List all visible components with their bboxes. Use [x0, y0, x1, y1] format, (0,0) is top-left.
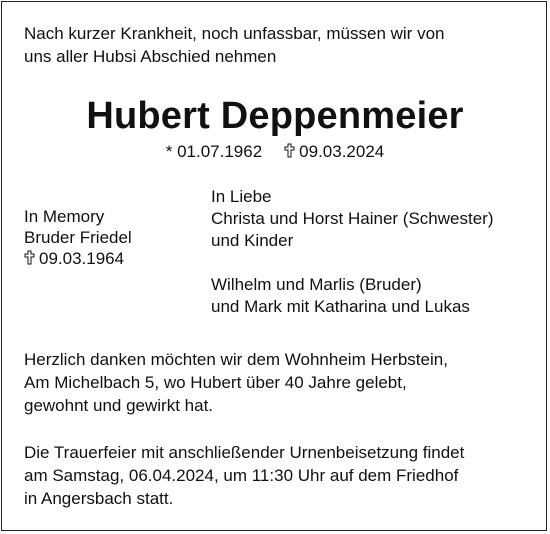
family-spacer	[211, 252, 493, 274]
funeral-line-2: am Samstag, 06.04.2024, um 11:30 Uhr auf dem Friedhof	[24, 466, 459, 485]
memory-death-date: 09.03.1964	[39, 249, 125, 268]
intro-line-2: uns aller Hubsi Abschied nehmen	[24, 47, 277, 66]
family-block	[211, 186, 493, 318]
thanks-line-2: Am Michelbach 5, wo Hubert über 40 Jahre gelebt,	[24, 373, 407, 392]
memory-line-1: In Memory	[24, 207, 105, 226]
memory-line-2: Bruder Friedel	[24, 228, 132, 247]
family-line-1: In Liebe	[211, 187, 272, 206]
funeral-line-1: Die Trauerfeier mit anschließender Urnenbeisetzung findet	[24, 443, 465, 462]
memory-block	[24, 206, 132, 269]
death-date: 09.03.2024	[299, 142, 385, 161]
thanks-paragraph	[24, 348, 448, 417]
birth-date: * 01.07.1962	[165, 142, 263, 161]
memory-death-line	[24, 248, 132, 269]
deceased-name: Hubert Deppenmeier	[86, 95, 464, 137]
cross-icon	[284, 143, 295, 158]
family-line-3: und Kinder	[211, 231, 294, 250]
thanks-line-3: gewohnt und gewirkt hat.	[24, 396, 214, 415]
thanks-line-1: Herzlich danken möchten wir dem Wohnheim Herbstein,	[24, 350, 448, 369]
family-line-2: Christa und Horst Hainer (Schwester)	[211, 209, 494, 228]
life-dates	[0, 141, 550, 163]
intro-line-1: Nach kurzer Krankheit, noch unfassbar, müssen wir von	[24, 24, 445, 43]
funeral-paragraph	[24, 441, 464, 510]
intro-text	[24, 22, 444, 68]
cross-icon	[24, 250, 35, 265]
funeral-line-3: in Angersbach statt.	[24, 489, 174, 508]
family-line-5: und Mark mit Katharina und Lukas	[211, 297, 470, 316]
family-line-4: Wilhelm und Marlis (Bruder)	[211, 275, 422, 294]
